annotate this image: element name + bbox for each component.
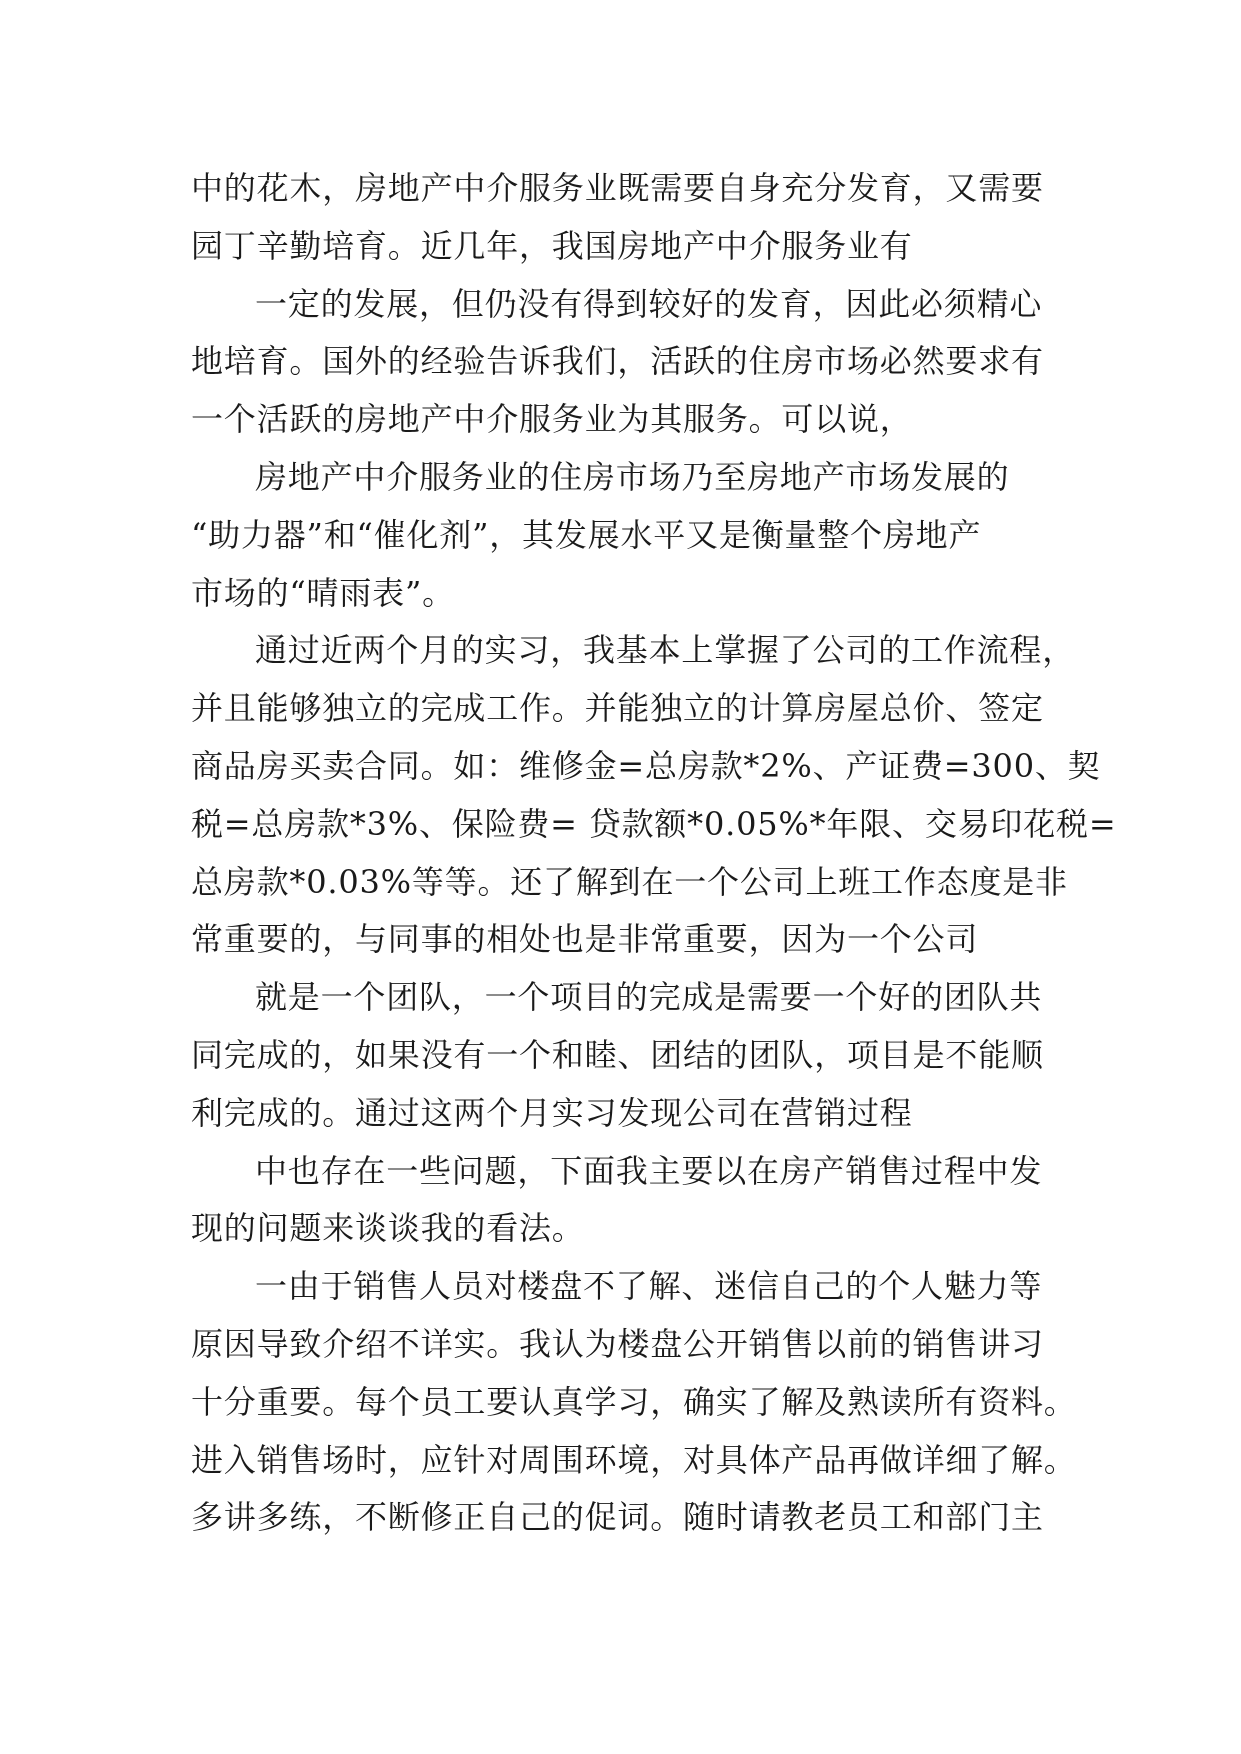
text-line: 税=总房款*3%、保险费= 贷款额*0.05%*年限、交易印花税= bbox=[191, 804, 1117, 843]
text-line: 进入销售场时，应针对周围环境，对具体产品再做详细了解。 bbox=[191, 1440, 1077, 1479]
text-line: “助力器”和“催化剂”，其发展水平又是衡量整个房地产 bbox=[191, 515, 982, 554]
text-line: 通过近两个月的实习，我基本上掌握了公司的工作流程， bbox=[255, 631, 1076, 670]
document-body bbox=[191, 160, 1117, 1547]
text-line: 常重要的，与同事的相处也是非常重要，因为一个公司 bbox=[191, 920, 979, 959]
text-line: 中的花木，房地产中介服务业既需要自身充分发育，又需要 bbox=[191, 169, 1044, 207]
text-line: 一个活跃的房地产中介服务业为其服务。可以说， bbox=[191, 400, 913, 439]
text-line: 中也存在一些问题，下面我主要以在房产销售过程中发 bbox=[255, 1151, 1043, 1190]
text-line: 市场的“晴雨表”。 bbox=[191, 573, 455, 612]
text-line: 就是一个团队，一个项目的完成是需要一个好的团队共 bbox=[255, 978, 1043, 1017]
text-line: 利完成的。通过这两个月实习发现公司在营销过程 bbox=[191, 1093, 913, 1132]
text-line: 一由于销售人员对楼盘不了解、迷信自己的个人魅力等 bbox=[255, 1267, 1043, 1306]
text-line: 商品房买卖合同。如：维修金=总房款*2%、产证费=300、契 bbox=[191, 746, 1101, 785]
text-line: 地培育。国外的经验告诉我们，活跃的住房市场必然要求有 bbox=[191, 342, 1044, 381]
text-line: 并且能够独立的完成工作。并能独立的计算房屋总价、签定 bbox=[191, 689, 1044, 728]
text-line: 一定的发展，但仍没有得到较好的发育，因此必须精心 bbox=[255, 284, 1043, 323]
text-line: 十分重要。每个员工要认真学习，确实了解及熟读所有资料。 bbox=[191, 1382, 1077, 1421]
text-line: 多讲多练，不断修正自己的促词。随时请教老员工和部门主 bbox=[191, 1498, 1044, 1537]
text-line: 房地产中介服务业的住房市场乃至房地产市场发展的 bbox=[255, 457, 1010, 496]
text-line: 原因导致介绍不详实。我认为楼盘公开销售以前的销售讲习 bbox=[191, 1324, 1044, 1363]
text-line: 现的问题来谈谈我的看法。 bbox=[191, 1209, 585, 1248]
text-line: 同完成的，如果没有一个和睦、团结的团队，项目是不能顺 bbox=[191, 1035, 1044, 1074]
text-line: 园丁辛勤培育。近几年，我国房地产中介服务业有 bbox=[191, 226, 913, 265]
text-line: 总房款*0.03%等等。还了解到在一个公司上班工作态度是非 bbox=[191, 862, 1068, 901]
